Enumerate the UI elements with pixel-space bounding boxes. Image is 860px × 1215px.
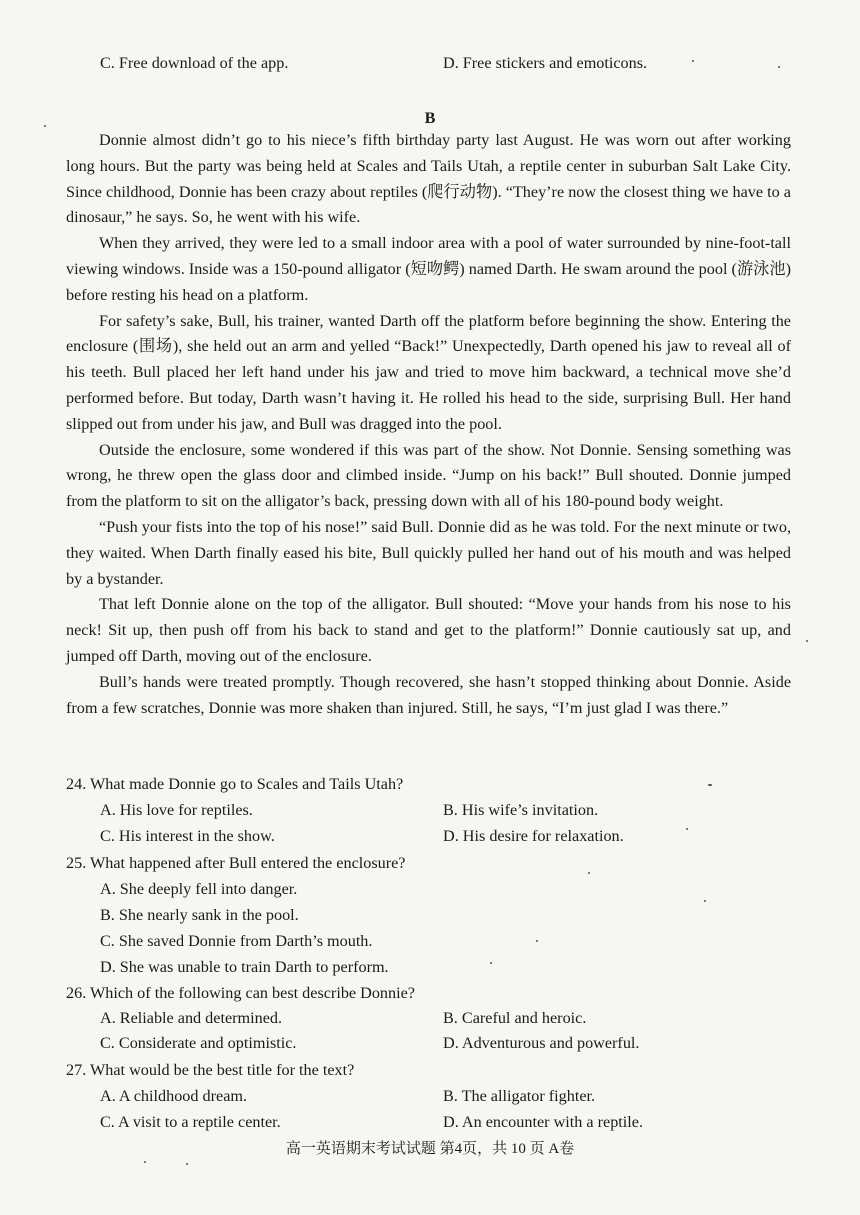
option-c: C. Free download of the app.	[100, 54, 289, 72]
previous-question-options	[0, 51, 860, 77]
passage-paragraph: Bull’s hands were treated promptly. Though recovered, she hasn’t stopped thinking about Donnie. Aside from a few scratches, Donnie was more shaken than injured. Still, he says, “I’m just glad I was there.”	[66, 672, 791, 717]
option-a: A. She deeply fell into danger.	[100, 880, 298, 898]
option-c: C. She saved Donnie from Darth’s mouth.	[100, 932, 373, 950]
option-a: A. Reliable and determined.	[100, 1009, 283, 1027]
scan-speck	[144, 1161, 146, 1163]
passage-paragraph: “Push your fists into the top of his nose!” said Bull. Donnie did as he was told. For the next minute or two, they waited. When Darth finally eased his bite, Bull quickly pulled her hand out of his mouth and was helped by a bystander.	[66, 517, 791, 588]
passage-paragraph: For safety’s sake, Bull, his trainer, wanted Darth off the platform before beginning the show. Entering the enclosure (围场), she held out an arm and yelled “Back!” Unexpectedly, Darth opened his jaw to reveal all of his teeth. Bull placed her left hand under his jaw and tried to move him backward, a technical move she’d performed before. But today, Darth wasn’t having it. He rolled his head to the side, surprising Bull. Her hand slipped out from under his jaw, and Bull was dragged into the pool.	[66, 311, 791, 433]
reading-passage	[66, 128, 791, 721]
scan-speck	[778, 66, 780, 68]
question-27-options-row-2	[0, 1110, 860, 1136]
passage-paragraph: Donnie almost didn’t go to his niece’s fifth birthday party last August. He was worn out after working long hours. But the party was being held at Scales and Tails Utah, a reptile center in suburban Salt Lake City. Since childhood, Donnie has been crazy about reptiles (爬行动物). “They’re now the closest thing we have to a dinosaur,” he says. So, he went with his wife.	[66, 131, 791, 227]
question-24-options-row-2	[0, 824, 860, 850]
scan-speck	[708, 784, 712, 786]
option-b: B. Careful and heroic.	[443, 1009, 587, 1027]
option-d: D. His desire for relaxation.	[443, 827, 624, 845]
scan-speck	[692, 60, 694, 62]
option-d: D. She was unable to train Darth to perform.	[100, 958, 389, 976]
passage-paragraph: That left Donnie alone on the top of the alligator. Bull shouted: “Move your hands from his nose to his neck! Sit up, then push off from his back to stand and get to the platform!” Donnie cautiously sat up, and jumped off Darth, moving out of the enclosure.	[66, 595, 791, 665]
scan-speck	[44, 125, 46, 127]
option-c: C. His interest in the show.	[100, 827, 275, 845]
option-d: D. Free stickers and emoticons.	[443, 54, 648, 72]
question-27-stem: 27. What would be the best title for the text?	[66, 1061, 355, 1079]
page-footer: 高一英语期末考试试题 第4页，共 10 页 A卷	[285, 1141, 575, 1157]
question-24-stem: 24. What made Donnie go to Scales and Tails Utah?	[66, 775, 404, 793]
question-25-stem: 25. What happened after Bull entered the enclosure?	[66, 854, 406, 872]
question-26-stem: 26. Which of the following can best describe Donnie?	[66, 984, 415, 1002]
passage-paragraph: Outside the enclosure, some wondered if this was part of the show. Not Donnie. Sensing something was wrong, he threw open the glass door and climbed inside. “Jump on his back!” Bull shouted. Donnie jumped from the platform to sit on the alligator’s back, pressing down with all of his 180-pound body weight.	[66, 440, 791, 511]
option-d: D. Adventurous and powerful.	[443, 1034, 640, 1052]
question-27-options-row-1	[0, 1084, 860, 1110]
option-b: B. She nearly sank in the pool.	[100, 906, 299, 924]
scan-speck	[490, 962, 492, 964]
option-a: A. A childhood dream.	[100, 1087, 248, 1105]
section-label: B	[424, 109, 436, 127]
question-26-options-row-2	[0, 1031, 860, 1057]
option-a: A. His love for reptiles.	[100, 801, 253, 819]
scan-speck	[588, 872, 590, 874]
scan-speck	[806, 640, 808, 642]
passage-paragraph: When they arrived, they were led to a small indoor area with a pool of water surrounded by nine-foot-tall viewing windows. Inside was a 150-pound alligator (短吻鳄) named Darth. He swam around the pool (游泳池) before resting his head on a platform.	[66, 234, 791, 304]
scan-speck	[186, 1163, 188, 1165]
option-d: D. An encounter with a reptile.	[443, 1113, 644, 1131]
option-b: B. His wife’s invitation.	[443, 801, 599, 819]
option-b: B. The alligator fighter.	[443, 1087, 596, 1105]
scan-speck	[536, 940, 538, 942]
scan-speck	[704, 900, 706, 902]
question-26-options-row-1	[0, 1006, 860, 1032]
option-c: C. Considerate and optimistic.	[100, 1034, 297, 1052]
scan-speck	[686, 828, 688, 830]
option-c: C. A visit to a reptile center.	[100, 1113, 281, 1131]
question-24-options-row-1	[0, 798, 860, 824]
